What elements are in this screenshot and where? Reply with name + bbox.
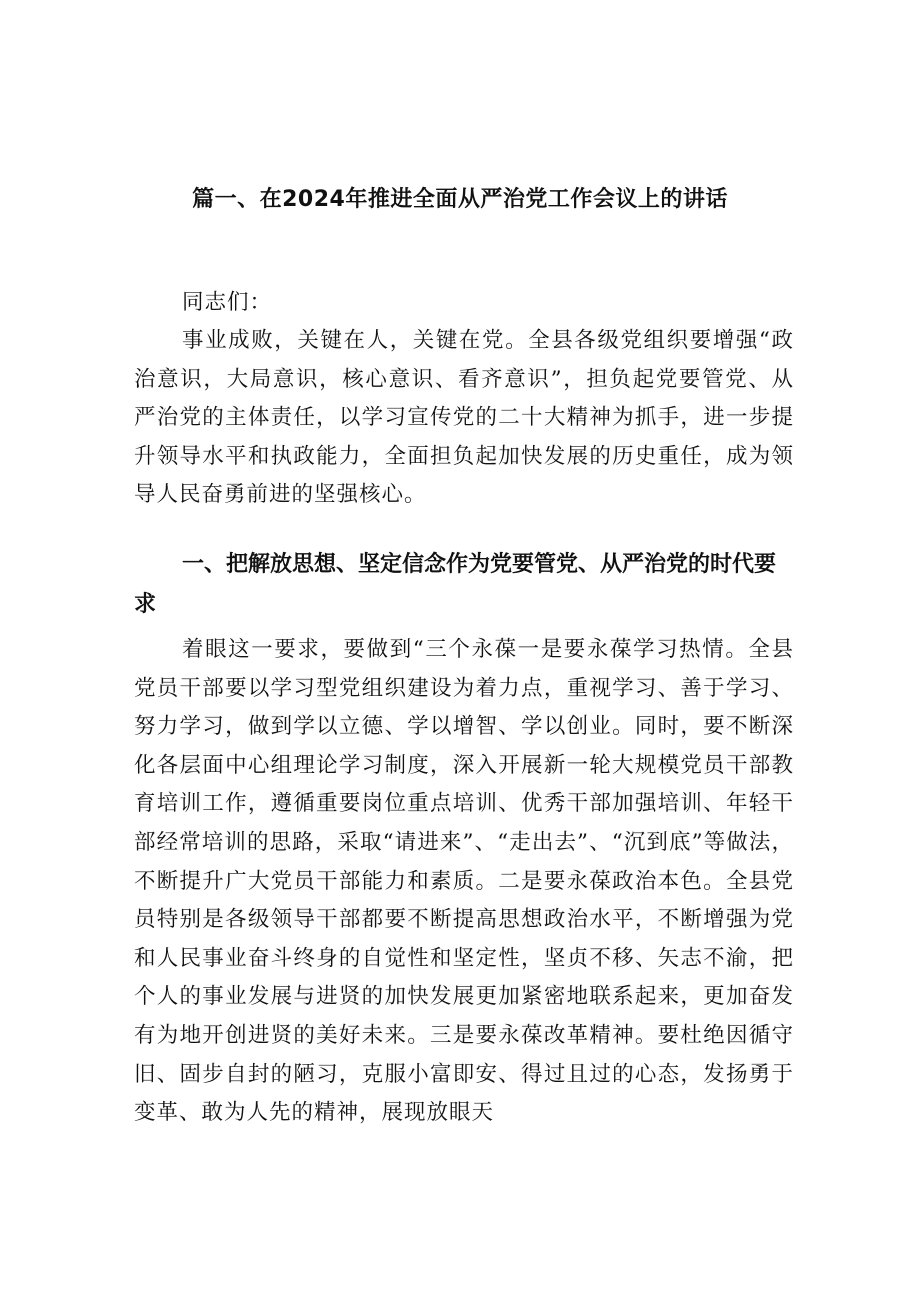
document-title: 篇一、在2024年推进全面从严治党工作会议上的讲话: [192, 187, 728, 212]
body-paragraph-1: 事业成败，关键在人，关键在党。全县各级党组织要增强“政治意识，大局意识，核心意识、看齐意识”，担负起党要管党、从严治党的主体责任，以学习宣传党的二十大精神为抓手，进一步提升领导水平和执政能力，全面担负起加快发展的历史重任，成为领导人民奋勇前进的坚强核心。: [134, 328, 794, 508]
section-heading-1: 一、把解放思想、坚定信念作为党要管党、从严治党的时代要求: [134, 552, 777, 617]
salutation: 同志们：: [182, 290, 273, 315]
body-paragraph-2: 着眼这一要求，要做到“三个永葆一是要永葆学习热情。全县党员干部要以学习型党组织建设为着力点，重视学习、善于学习、努力学习，做到学以立德、学以增智、学以创业。同时，要不断深化各层面中心组理论学习制度，深入开展新一轮大规模党员干部教育培训工作，遵循重要岗位重点培训、优秀干部加强培训、年轻干部经常培训的思路，采取“请进来”、“走出去”、“沉到底”等做法，不断提升广大党员干部能力和素质。二是要永葆政治本色。全县党员特别是各级领导干部都要不断提高思想政治水平，不断增强为党和人民事业奋斗终身的自觉性和坚定性，坚贞不移、矢志不渝，把个人的事业发展与进贤的加快发展更加紧密地联系起来，更加奋发有为地开创进贤的美好未来。三是要永葆改革精神。要杜绝因循守旧、固步自封的陋习，克服小富即安、得过且过的心态，发扬勇于变革、敢为人先的精神，展现放眼天: [134, 637, 794, 1126]
